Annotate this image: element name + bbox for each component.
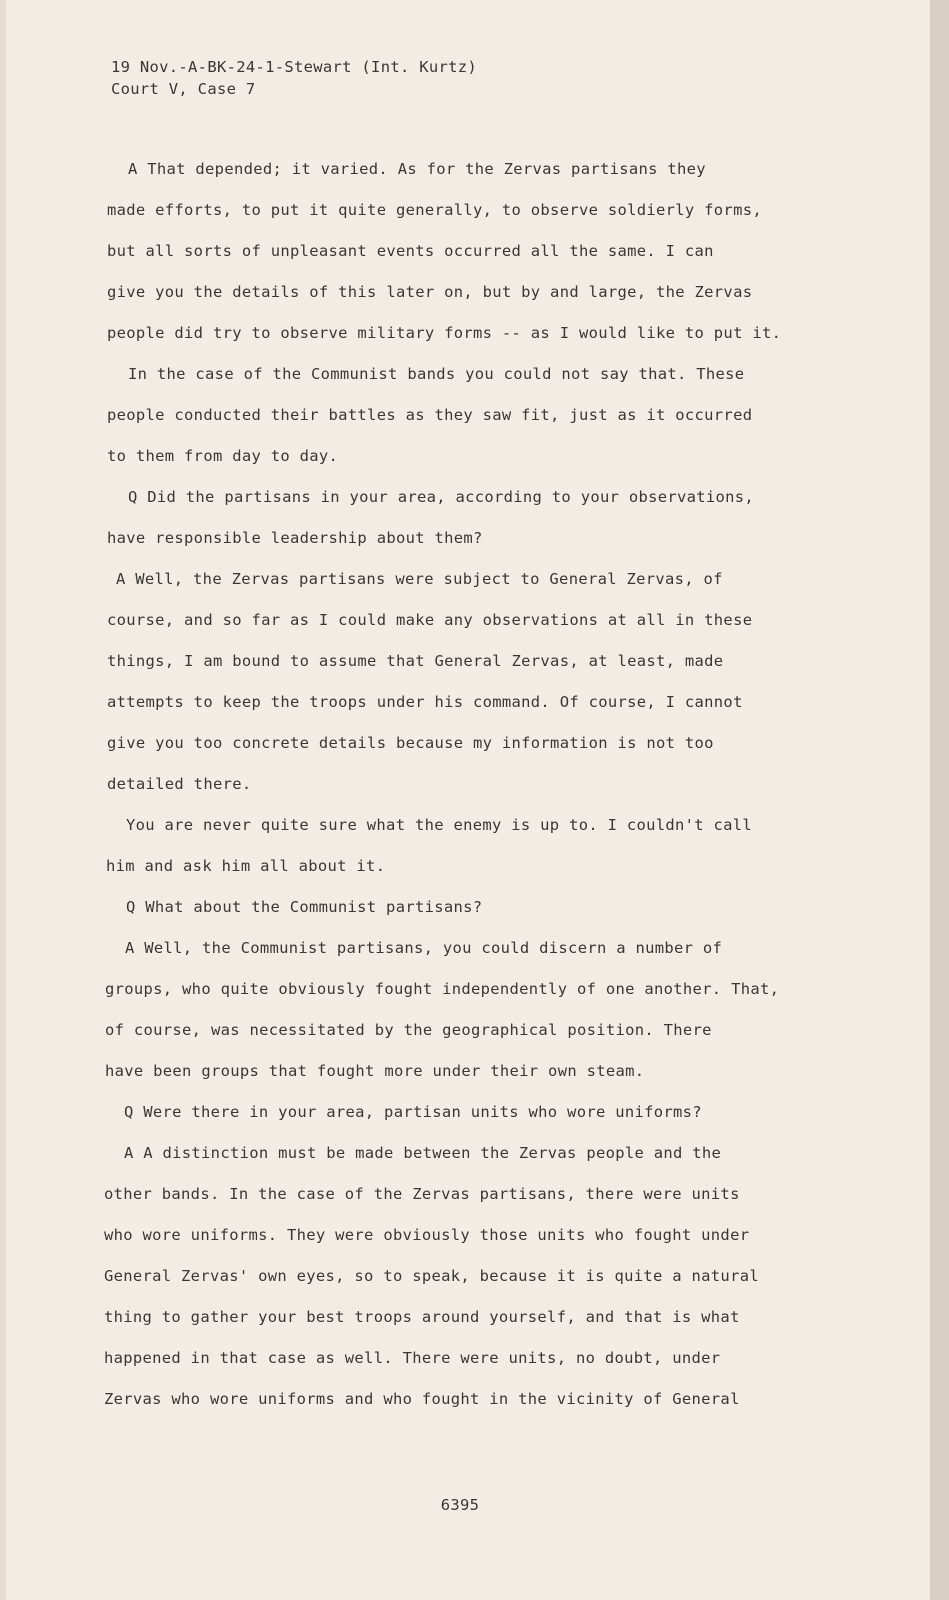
- text-line: In the case of the Communist bands you could not say that. These: [128, 365, 745, 383]
- text-line: Q What about the Communist partisans?: [126, 898, 483, 916]
- text-line: Q Were there in your area, partisan units who wore uniforms?: [124, 1103, 702, 1121]
- text-line: to them from day to day.: [107, 447, 339, 465]
- text-line: made efforts, to put it quite generally, to observe soldierly forms,: [107, 201, 762, 219]
- text-line: detailed there.: [107, 775, 252, 793]
- text-line: You are never quite sure what the enemy is up to. I couldn't call: [126, 816, 753, 834]
- text-line: but all sorts of unpleasant events occurred all the same. I can: [107, 242, 714, 260]
- text-line: people did try to observe military forms -- as I would like to put it.: [107, 324, 782, 342]
- text-line: of course, was necessitated by the geographical position. There: [105, 1021, 712, 1039]
- page-right-edge: [930, 0, 949, 1600]
- text-line: him and ask him all about it.: [106, 857, 386, 875]
- text-line: happened in that case as well. There were units, no doubt, under: [104, 1349, 721, 1367]
- header-line-2: Court V, Case 7: [111, 80, 256, 98]
- text-line: A Well, the Communist partisans, you could discern a number of: [125, 939, 723, 957]
- text-line: have been groups that fought more under their own steam.: [105, 1062, 645, 1080]
- text-line: A A distinction must be made between the Zervas people and the: [124, 1144, 722, 1162]
- header-line-1: 19 Nov.-A-BK-24-1-Stewart (Int. Kurtz): [111, 58, 478, 76]
- text-line: give you too concrete details because my information is not too: [107, 734, 714, 752]
- text-line: Q Did the partisans in your area, according to your observations,: [128, 488, 755, 506]
- text-line: have responsible leadership about them?: [107, 529, 483, 547]
- text-line: Zervas who wore uniforms and who fought in the vicinity of General: [104, 1390, 740, 1408]
- page-left-edge: [0, 0, 6, 1600]
- text-line: attempts to keep the troops under his command. Of course, I cannot: [107, 693, 743, 711]
- document-header: [111, 56, 477, 100]
- text-line: A That depended; it varied. As for the Zervas partisans they: [128, 160, 706, 178]
- text-line: thing to gather your best troops around yourself, and that is what: [104, 1308, 740, 1326]
- page-number: 6395: [440, 1496, 480, 1514]
- text-line: give you the details of this later on, but by and large, the Zervas: [107, 283, 753, 301]
- text-line: General Zervas' own eyes, so to speak, because it is quite a natural: [104, 1267, 759, 1285]
- text-line: other bands. In the case of the Zervas partisans, there were units: [104, 1185, 740, 1203]
- text-line: groups, who quite obviously fought independently of one another. That,: [105, 980, 780, 998]
- text-line: things, I am bound to assume that General Zervas, at least, made: [107, 652, 724, 670]
- text-line: who wore uniforms. They were obviously those units who fought under: [104, 1226, 750, 1244]
- text-line: A Well, the Zervas partisans were subject to General Zervas, of: [116, 570, 723, 588]
- text-line: course, and so far as I could make any observations at all in these: [107, 611, 753, 629]
- text-line: people conducted their battles as they saw fit, just as it occurred: [107, 406, 753, 424]
